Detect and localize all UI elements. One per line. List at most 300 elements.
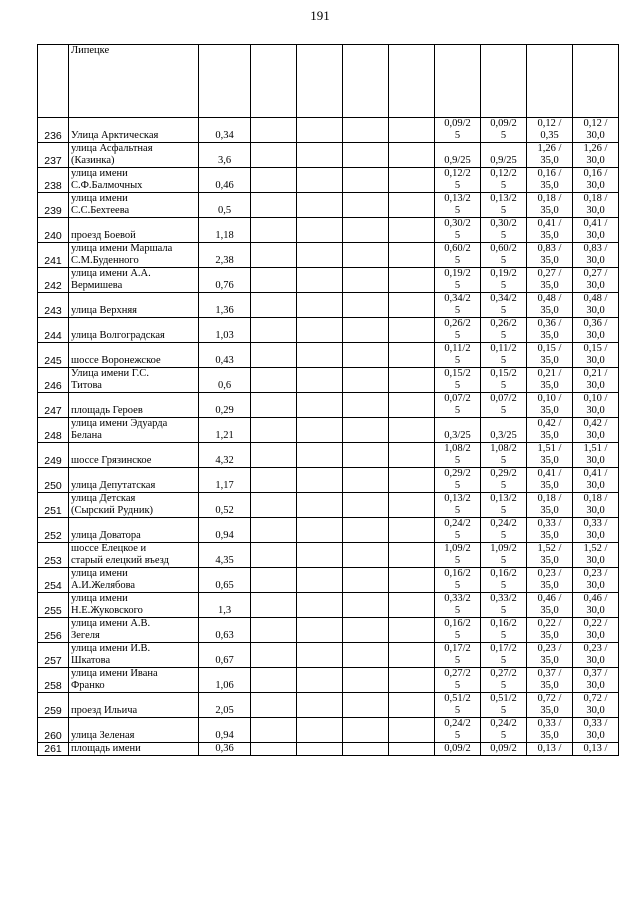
value-b: 0,16/2 5 xyxy=(481,618,527,643)
value-a: 0,26/2 5 xyxy=(435,318,481,343)
value-c: 0,36 / 35,0 xyxy=(527,318,573,343)
empty-cell xyxy=(343,593,389,618)
empty-cell xyxy=(389,443,435,468)
street-length: 1,3 xyxy=(199,593,251,618)
value-a: 0,33/2 5 xyxy=(435,593,481,618)
empty-cell xyxy=(297,743,343,756)
empty-cell xyxy=(343,468,389,493)
empty-cell xyxy=(343,443,389,468)
street-length: 0,43 xyxy=(199,343,251,368)
empty-cell xyxy=(389,593,435,618)
value-c: 0,42 / 35,0 xyxy=(527,418,573,443)
empty-cell xyxy=(297,343,343,368)
empty-cell xyxy=(389,118,435,143)
empty-cell xyxy=(389,618,435,643)
empty-cell xyxy=(251,193,297,218)
row-number: 253 xyxy=(38,543,69,568)
value-a: 0,09/2 5 xyxy=(435,118,481,143)
value-b: 0,27/2 5 xyxy=(481,668,527,693)
empty-cell xyxy=(251,643,297,668)
empty-cell xyxy=(389,368,435,393)
empty-cell xyxy=(297,718,343,743)
empty-cell xyxy=(389,393,435,418)
row-number: 254 xyxy=(38,568,69,593)
empty-cell xyxy=(251,618,297,643)
table-row xyxy=(38,468,619,493)
value-a: 0,07/2 5 xyxy=(435,393,481,418)
empty-cell xyxy=(251,293,297,318)
value-b: 0,30/2 5 xyxy=(481,218,527,243)
empty-cell xyxy=(297,593,343,618)
row-number: 248 xyxy=(38,418,69,443)
empty-cell xyxy=(297,418,343,443)
empty-cell xyxy=(343,168,389,193)
table-row xyxy=(38,168,619,193)
value-d: 1,51 / 30,0 xyxy=(573,443,619,468)
street-name: улица имени А.И.Желябова xyxy=(69,568,199,593)
value-a: 0,27/2 5 xyxy=(435,668,481,693)
value-b: 0,09/2 5 xyxy=(481,118,527,143)
street-length: 0,29 xyxy=(199,393,251,418)
value-c: 0,23 / 35,0 xyxy=(527,643,573,668)
value-d: 0,36 / 30,0 xyxy=(573,318,619,343)
value-b: 0,07/2 5 xyxy=(481,393,527,418)
row-number: 252 xyxy=(38,518,69,543)
empty-cell xyxy=(251,393,297,418)
value-c: 0,13 / xyxy=(527,743,573,756)
value-b: 0,13/2 5 xyxy=(481,193,527,218)
empty-cell xyxy=(297,543,343,568)
street-length: 0,65 xyxy=(199,568,251,593)
value-c: 0,18 / 35,0 xyxy=(527,193,573,218)
street-length: 0,76 xyxy=(199,268,251,293)
street-name: улица Волгоградская xyxy=(69,318,199,343)
value-a: 0,09/2 xyxy=(435,743,481,756)
value-d: 0,27 / 30,0 xyxy=(573,268,619,293)
table-row xyxy=(38,393,619,418)
street-length: 4,35 xyxy=(199,543,251,568)
value-c: 0,16 / 35,0 xyxy=(527,168,573,193)
empty-cell xyxy=(389,293,435,318)
value-c: 1,26 / 35,0 xyxy=(527,143,573,168)
street-name: улица имени Маршала С.М.Буденного xyxy=(69,243,199,268)
value-d: 0,10 / 30,0 xyxy=(573,393,619,418)
empty-cell xyxy=(343,243,389,268)
table-row xyxy=(38,743,619,756)
table-row xyxy=(38,718,619,743)
table-row xyxy=(38,118,619,143)
street-length: 0,34 xyxy=(199,118,251,143)
row-number: 241 xyxy=(38,243,69,268)
empty-cell xyxy=(389,643,435,668)
street-name: улица имени И.В. Шкатова xyxy=(69,643,199,668)
row-number: 236 xyxy=(38,118,69,143)
empty-cell xyxy=(389,668,435,693)
row-number: 256 xyxy=(38,618,69,643)
street-name: площадь имени xyxy=(69,743,199,756)
value-b: 0,13/2 5 xyxy=(481,493,527,518)
empty-cell xyxy=(297,193,343,218)
row-number: 247 xyxy=(38,393,69,418)
value-b: 0,12/2 5 xyxy=(481,168,527,193)
value-b: 0,29/2 5 xyxy=(481,468,527,493)
empty-cell xyxy=(297,468,343,493)
value-b: 0,17/2 5 xyxy=(481,643,527,668)
value-d: 0,33 / 30,0 xyxy=(573,518,619,543)
value-a: 0,29/2 5 xyxy=(435,468,481,493)
table-row xyxy=(38,693,619,718)
empty-cell xyxy=(389,468,435,493)
table-row xyxy=(38,618,619,643)
empty-cell xyxy=(297,668,343,693)
empty-cell xyxy=(251,143,297,168)
empty-cell xyxy=(251,493,297,518)
empty-cell xyxy=(389,493,435,518)
row-number: 251 xyxy=(38,493,69,518)
value-d: 1,26 / 30,0 xyxy=(573,143,619,168)
value-b: 0,09/2 xyxy=(481,743,527,756)
value-d: 0,15 / 30,0 xyxy=(573,343,619,368)
empty-cell xyxy=(343,193,389,218)
empty-cell xyxy=(389,218,435,243)
street-name: улица имени А.А. Вермишева xyxy=(69,268,199,293)
street-name: шоссе Грязинское xyxy=(69,443,199,468)
empty-cell xyxy=(251,568,297,593)
street-length: 0,94 xyxy=(199,718,251,743)
value-a: 0,19/2 5 xyxy=(435,268,481,293)
value-d: 1,52 / 30,0 xyxy=(573,543,619,568)
street-name: улица Верхняя xyxy=(69,293,199,318)
empty-cell xyxy=(343,343,389,368)
empty-cell xyxy=(343,518,389,543)
value-b: 0,24/2 5 xyxy=(481,518,527,543)
value-d: 0,33 / 30,0 xyxy=(573,718,619,743)
empty-cell xyxy=(389,418,435,443)
empty-cell xyxy=(343,293,389,318)
street-length: 0,52 xyxy=(199,493,251,518)
row-number: 250 xyxy=(38,468,69,493)
empty-cell xyxy=(297,393,343,418)
empty-cell xyxy=(389,343,435,368)
empty-cell xyxy=(343,618,389,643)
empty-cell xyxy=(251,718,297,743)
row-number: 249 xyxy=(38,443,69,468)
value-c: 0,21 / 35,0 xyxy=(527,368,573,393)
value-b: 0,16/2 5 xyxy=(481,568,527,593)
empty-cell xyxy=(389,143,435,168)
empty-cell xyxy=(389,693,435,718)
street-name: улица Зеленая xyxy=(69,718,199,743)
value-a: 1,08/2 5 xyxy=(435,443,481,468)
value-b: 0,26/2 5 xyxy=(481,318,527,343)
value-b: 1,09/2 5 xyxy=(481,543,527,568)
value-a: 0,24/2 5 xyxy=(435,518,481,543)
empty-cell xyxy=(343,368,389,393)
value-a: 0,51/2 5 xyxy=(435,693,481,718)
street-name: улица имени С.Ф.Балмочных xyxy=(69,168,199,193)
empty-cell xyxy=(251,743,297,756)
table-row xyxy=(38,143,619,168)
value-b: 0,11/2 5 xyxy=(481,343,527,368)
value-c: 0,72 / 35,0 xyxy=(527,693,573,718)
value-c: 1,52 / 35,0 xyxy=(527,543,573,568)
value-a: 0,9/25 xyxy=(435,143,481,168)
value-a: 0,13/2 5 xyxy=(435,193,481,218)
row-number: 237 xyxy=(38,143,69,168)
table-row xyxy=(38,293,619,318)
value-a: 0,3/25 xyxy=(435,418,481,443)
empty-cell xyxy=(297,218,343,243)
header-fragment: Липецке xyxy=(69,45,199,118)
street-name: Улица Арктическая xyxy=(69,118,199,143)
street-length: 4,32 xyxy=(199,443,251,468)
row-number: 239 xyxy=(38,193,69,218)
empty-cell xyxy=(389,193,435,218)
empty-cell xyxy=(343,268,389,293)
value-b: 0,15/2 5 xyxy=(481,368,527,393)
empty-cell xyxy=(251,468,297,493)
row-number: 259 xyxy=(38,693,69,718)
empty-cell xyxy=(389,168,435,193)
table-row xyxy=(38,593,619,618)
street-length: 0,94 xyxy=(199,518,251,543)
value-d: 0,18 / 30,0 xyxy=(573,193,619,218)
empty-cell xyxy=(251,343,297,368)
empty-cell xyxy=(389,243,435,268)
value-c: 0,23 / 35,0 xyxy=(527,568,573,593)
value-a: 0,16/2 5 xyxy=(435,618,481,643)
table-row xyxy=(38,193,619,218)
value-a: 0,17/2 5 xyxy=(435,643,481,668)
empty-cell xyxy=(251,368,297,393)
street-length: 2,38 xyxy=(199,243,251,268)
table-row xyxy=(38,418,619,443)
empty-cell xyxy=(389,268,435,293)
value-b: 0,9/25 xyxy=(481,143,527,168)
value-c: 0,46 / 35,0 xyxy=(527,593,573,618)
street-length: 0,63 xyxy=(199,618,251,643)
empty-cell xyxy=(343,668,389,693)
street-length: 3,6 xyxy=(199,143,251,168)
street-length: 1,21 xyxy=(199,418,251,443)
value-d: 0,48 / 30,0 xyxy=(573,293,619,318)
value-c: 0,22 / 35,0 xyxy=(527,618,573,643)
street-length: 1,06 xyxy=(199,668,251,693)
empty-cell xyxy=(251,543,297,568)
street-name: улица Асфальтная (Казинка) xyxy=(69,143,199,168)
empty-cell xyxy=(251,418,297,443)
row-number: 258 xyxy=(38,668,69,693)
street-length: 1,18 xyxy=(199,218,251,243)
table-row xyxy=(38,443,619,468)
value-b: 0,3/25 xyxy=(481,418,527,443)
row-number: 255 xyxy=(38,593,69,618)
empty-cell xyxy=(251,518,297,543)
street-name: улица имени С.С.Бехтеева xyxy=(69,193,199,218)
row-number: 246 xyxy=(38,368,69,393)
value-c: 0,41 / 35,0 xyxy=(527,468,573,493)
value-b: 0,24/2 5 xyxy=(481,718,527,743)
row-number: 244 xyxy=(38,318,69,343)
empty-cell xyxy=(297,118,343,143)
empty-cell xyxy=(389,718,435,743)
value-d: 0,21 / 30,0 xyxy=(573,368,619,393)
street-length: 0,46 xyxy=(199,168,251,193)
value-a: 0,24/2 5 xyxy=(435,718,481,743)
table-row xyxy=(38,543,619,568)
value-c: 0,41 / 35,0 xyxy=(527,218,573,243)
empty-cell xyxy=(251,243,297,268)
street-name: проезд Ильича xyxy=(69,693,199,718)
row-number: 245 xyxy=(38,343,69,368)
empty-cell xyxy=(389,543,435,568)
empty-cell xyxy=(251,218,297,243)
value-d: 0,13 / xyxy=(573,743,619,756)
empty-cell xyxy=(343,543,389,568)
table-row xyxy=(38,218,619,243)
empty-cell xyxy=(343,418,389,443)
value-c: 0,18 / 35,0 xyxy=(527,493,573,518)
value-c: 0,33 / 35,0 xyxy=(527,518,573,543)
value-b: 0,34/2 5 xyxy=(481,293,527,318)
table-row xyxy=(38,668,619,693)
empty-cell xyxy=(251,168,297,193)
table-row-continuation xyxy=(38,45,619,118)
value-b: 1,08/2 5 xyxy=(481,443,527,468)
empty-cell xyxy=(297,268,343,293)
value-c: 0,37 / 35,0 xyxy=(527,668,573,693)
empty-cell xyxy=(251,593,297,618)
empty-cell xyxy=(389,568,435,593)
value-d: 0,41 / 30,0 xyxy=(573,218,619,243)
table-row xyxy=(38,518,619,543)
street-name: улица имени А.В. Зегеля xyxy=(69,618,199,643)
value-c: 0,10 / 35,0 xyxy=(527,393,573,418)
street-length: 2,05 xyxy=(199,693,251,718)
value-a: 0,15/2 5 xyxy=(435,368,481,393)
row-number: 260 xyxy=(38,718,69,743)
empty-cell xyxy=(389,743,435,756)
table-row xyxy=(38,268,619,293)
empty-cell xyxy=(343,318,389,343)
empty-cell xyxy=(297,493,343,518)
empty-cell xyxy=(251,118,297,143)
row-number: 240 xyxy=(38,218,69,243)
empty-cell xyxy=(389,318,435,343)
value-a: 0,11/2 5 xyxy=(435,343,481,368)
empty-cell xyxy=(343,143,389,168)
value-d: 0,41 / 30,0 xyxy=(573,468,619,493)
value-b: 0,33/2 5 xyxy=(481,593,527,618)
street-name: улица имени Ивана Франко xyxy=(69,668,199,693)
street-name: шоссе Воронежское xyxy=(69,343,199,368)
value-a: 0,60/2 5 xyxy=(435,243,481,268)
empty-cell xyxy=(251,318,297,343)
value-d: 0,23 / 30,0 xyxy=(573,568,619,593)
street-length: 0,5 xyxy=(199,193,251,218)
empty-cell xyxy=(297,618,343,643)
streets-table xyxy=(37,44,619,756)
value-a: 0,34/2 5 xyxy=(435,293,481,318)
empty-cell xyxy=(297,293,343,318)
empty-cell xyxy=(343,743,389,756)
value-d: 0,83 / 30,0 xyxy=(573,243,619,268)
table-row xyxy=(38,368,619,393)
empty-cell xyxy=(297,168,343,193)
empty-cell xyxy=(297,243,343,268)
row-number: 261 xyxy=(38,743,69,756)
value-d: 0,46 / 30,0 xyxy=(573,593,619,618)
value-c: 0,48 / 35,0 xyxy=(527,293,573,318)
value-d: 0,18 / 30,0 xyxy=(573,493,619,518)
table-row xyxy=(38,568,619,593)
empty-cell xyxy=(343,118,389,143)
empty-cell xyxy=(251,268,297,293)
table-row xyxy=(38,243,619,268)
street-name: улица Детская (Сырский Рудник) xyxy=(69,493,199,518)
street-name: шоссе Елецкое и старый елецкий въезд xyxy=(69,543,199,568)
empty-cell xyxy=(343,493,389,518)
table-row xyxy=(38,343,619,368)
value-c: 0,83 / 35,0 xyxy=(527,243,573,268)
empty-cell xyxy=(343,568,389,593)
value-a: 0,16/2 5 xyxy=(435,568,481,593)
empty-cell xyxy=(251,693,297,718)
page-number: 191 xyxy=(310,8,330,23)
value-d: 0,23 / 30,0 xyxy=(573,643,619,668)
empty-cell xyxy=(389,518,435,543)
row-number: 242 xyxy=(38,268,69,293)
value-a: 0,12/2 5 xyxy=(435,168,481,193)
value-b: 0,19/2 5 xyxy=(481,268,527,293)
value-c: 0,12 / 0,35 xyxy=(527,118,573,143)
street-name: улица имени Эдуарда Белана xyxy=(69,418,199,443)
empty-cell xyxy=(297,643,343,668)
street-name: площадь Героев xyxy=(69,393,199,418)
empty-cell xyxy=(251,443,297,468)
street-name: улица Доватора xyxy=(69,518,199,543)
value-d: 0,16 / 30,0 xyxy=(573,168,619,193)
empty-cell xyxy=(297,443,343,468)
row-number: 238 xyxy=(38,168,69,193)
street-length: 0,36 xyxy=(199,743,251,756)
empty-cell xyxy=(297,518,343,543)
empty-cell xyxy=(297,143,343,168)
street-name: улица имени Н.Е.Жуковского xyxy=(69,593,199,618)
value-b: 0,51/2 5 xyxy=(481,693,527,718)
value-b: 0,60/2 5 xyxy=(481,243,527,268)
value-c: 0,33 / 35,0 xyxy=(527,718,573,743)
street-length: 0,67 xyxy=(199,643,251,668)
value-d: 0,22 / 30,0 xyxy=(573,618,619,643)
value-c: 0,27 / 35,0 xyxy=(527,268,573,293)
empty-cell xyxy=(297,368,343,393)
value-a: 1,09/2 5 xyxy=(435,543,481,568)
empty-cell xyxy=(297,568,343,593)
row-number: 243 xyxy=(38,293,69,318)
empty-cell xyxy=(343,718,389,743)
table-row xyxy=(38,493,619,518)
value-c: 0,15 / 35,0 xyxy=(527,343,573,368)
street-length: 1,17 xyxy=(199,468,251,493)
street-length: 1,36 xyxy=(199,293,251,318)
value-d: 0,37 / 30,0 xyxy=(573,668,619,693)
empty-cell xyxy=(297,693,343,718)
row-number: 257 xyxy=(38,643,69,668)
street-name: проезд Боевой xyxy=(69,218,199,243)
empty-cell xyxy=(297,318,343,343)
empty-cell xyxy=(343,393,389,418)
